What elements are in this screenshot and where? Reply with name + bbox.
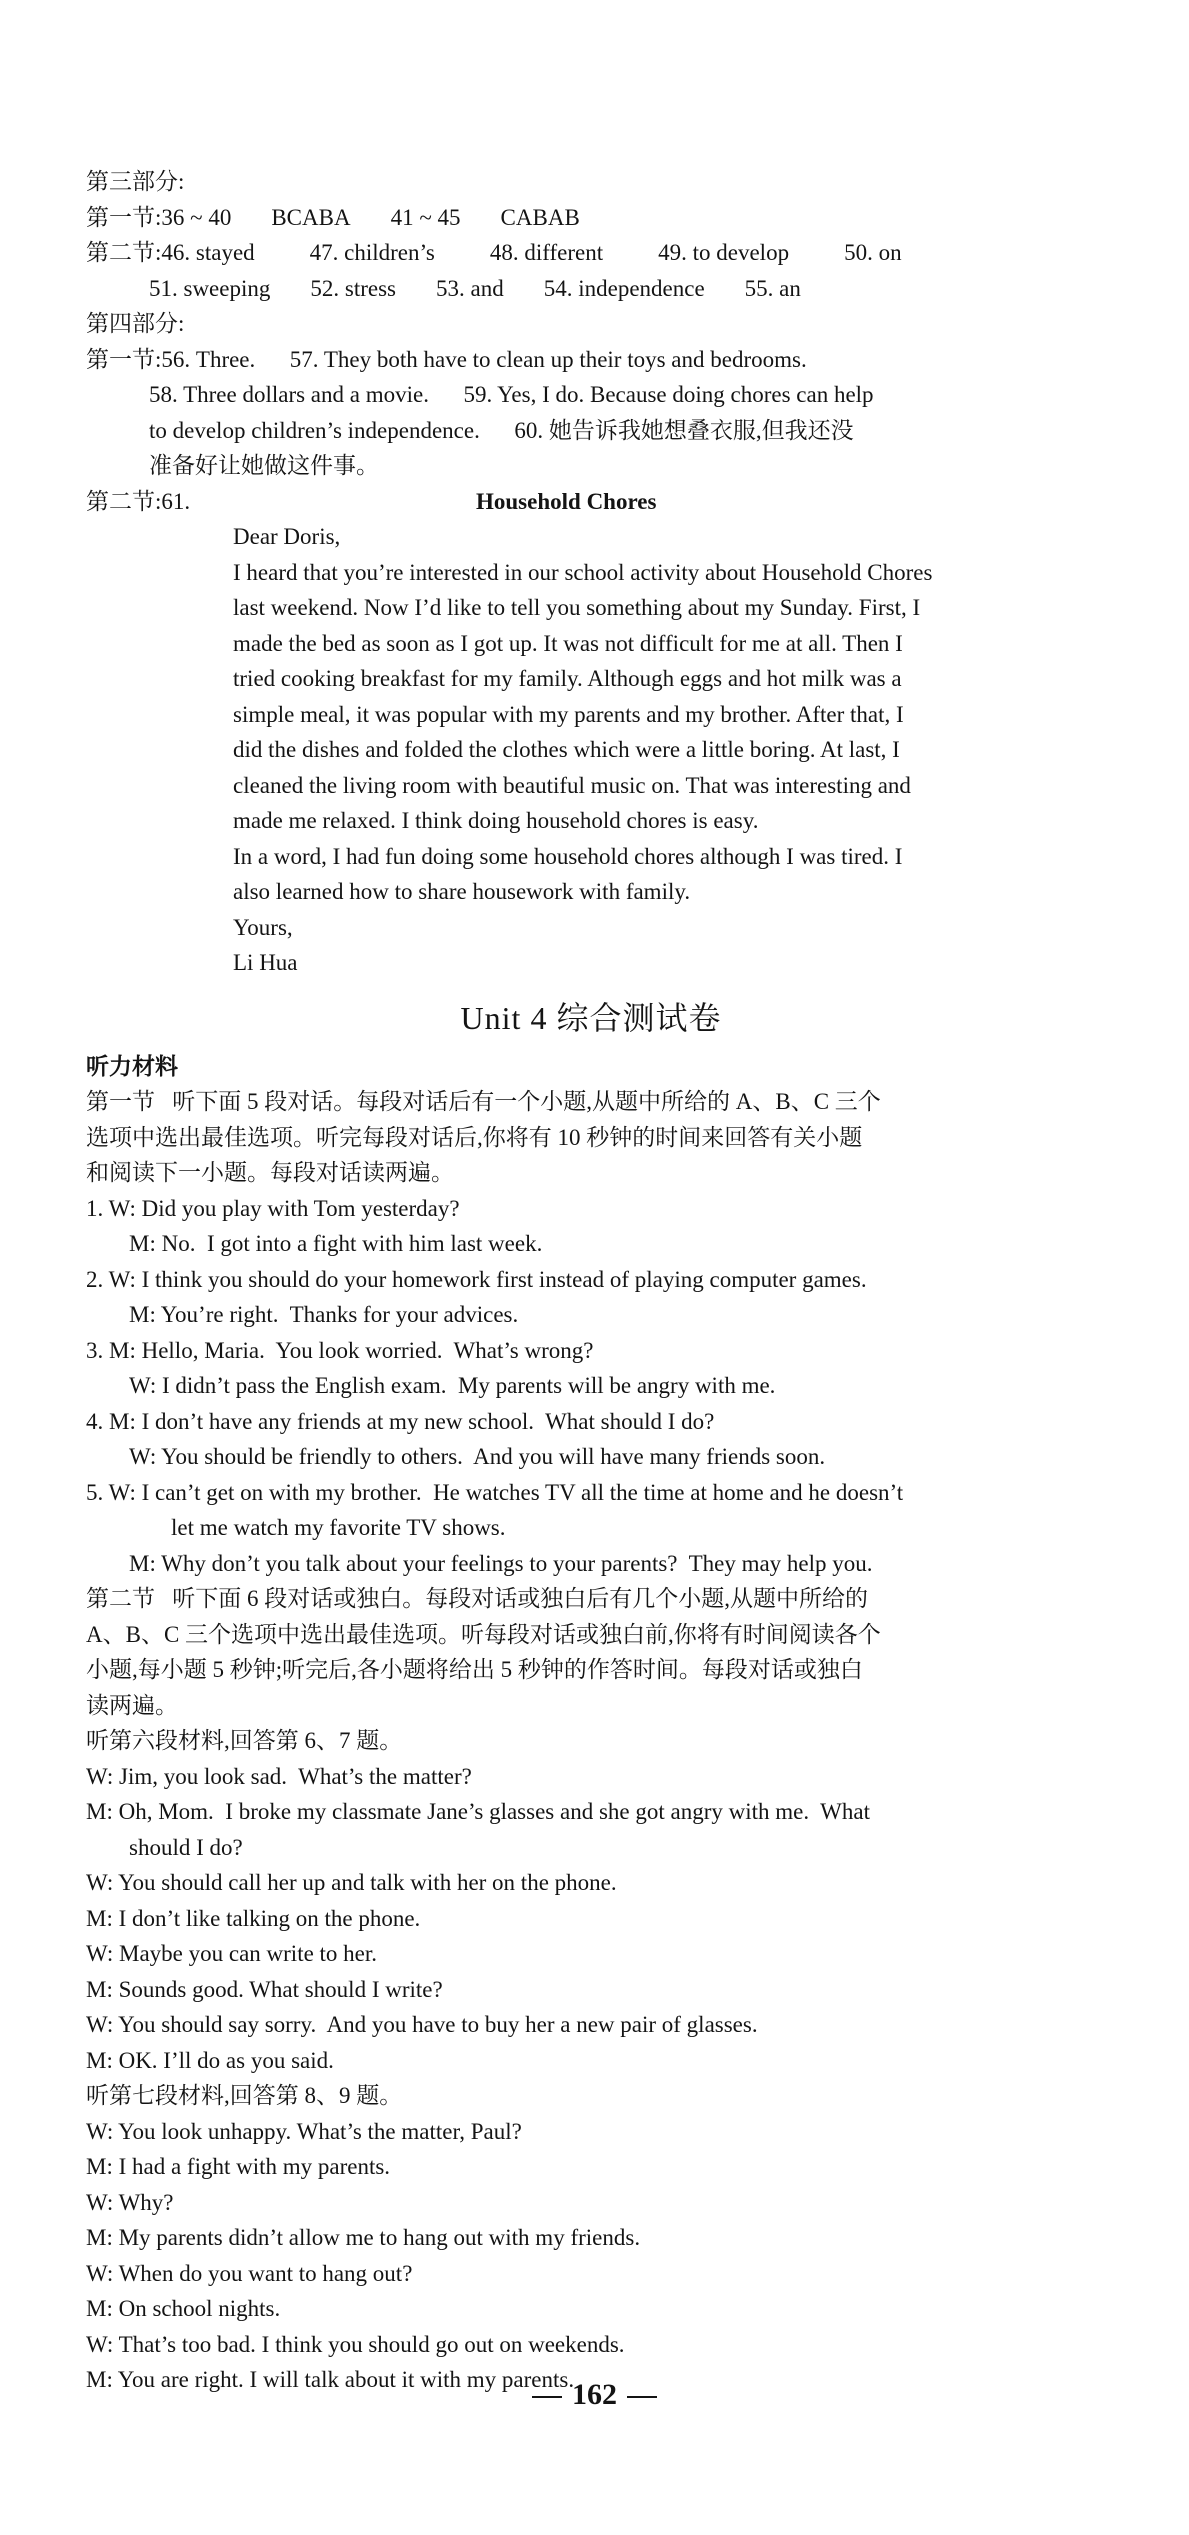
dialogue-line: 3. M: Hello, Maria. You look worried. What’s wrong? bbox=[86, 1337, 594, 1363]
answer-55: 55. an bbox=[744, 275, 801, 301]
part4-answer-text: 56. Three. 57. They both have to clean up their toys and bedrooms. bbox=[161, 346, 807, 372]
dialogue-line: W: I didn’t pass the English exam. My parents will be angry with me. bbox=[129, 1373, 776, 1398]
dialogue-line: M: You’re right. Thanks for your advices. bbox=[129, 1302, 519, 1327]
dialogue-line: M: OK. I’ll do as you said. bbox=[86, 2047, 334, 2073]
dialogue-line: M: No. I got into a fight with him last week. bbox=[129, 1231, 543, 1256]
part3-section2-row2 bbox=[86, 271, 1096, 307]
part4-answer-text: 准备好让她做这件事。 bbox=[149, 453, 379, 478]
part3-range-2: 41 ~ 45 bbox=[390, 204, 461, 230]
dialogue-line: 1. W: Did you play with Tom yesterday? bbox=[86, 1195, 460, 1221]
text6-heading: 听第六段材料,回答第 6、7 题。 bbox=[86, 1728, 403, 1753]
part3-answers-1: BCABA bbox=[271, 204, 351, 230]
dialogue-line: 2. W: I think you should do your homework first instead of playing computer games. bbox=[86, 1266, 867, 1292]
part3-section1-label: 第一节: bbox=[86, 204, 162, 230]
answer-54: 54. independence bbox=[543, 275, 705, 301]
dialogue-line: let me watch my favorite TV shows. bbox=[171, 1515, 506, 1540]
unit-title: Unit 4 综合测试卷 bbox=[460, 999, 722, 1036]
answer-53: 53. and bbox=[436, 275, 504, 301]
part3-section2-label: 第二节: bbox=[86, 240, 162, 265]
listening-section2-instruction: 小题,每小题 5 秒钟;听完后,各小题将给出 5 秒钟的作答时间。每段对话或独白 bbox=[86, 1657, 863, 1682]
part4-section1-line1 bbox=[86, 342, 1096, 378]
answer-49: 49. to develop bbox=[658, 240, 790, 265]
dialogue-line: W: That’s too bad. I think you should go out on weekends. bbox=[86, 2331, 625, 2357]
dialogue-line: W: You should call her up and talk with her on the phone. bbox=[86, 1870, 617, 1895]
essay-line: Dear Doris, bbox=[233, 524, 341, 549]
answer-48: 48. different bbox=[489, 240, 604, 265]
essay-line: simple meal, it was popular with my parents and my brother. After that, I bbox=[233, 701, 904, 727]
part3-heading: 第三部分: bbox=[86, 169, 185, 194]
essay-line: Li Hua bbox=[233, 950, 298, 975]
essay-line: also learned how to share housework with family. bbox=[233, 879, 691, 904]
answer-46: 46. stayed bbox=[161, 240, 255, 265]
part4-section2-label: 第二节:61. bbox=[86, 488, 191, 514]
listening-section1-instruction: 第一节 听下面 5 段对话。每段对话后有一个小题,从题中所给的 A、B、C 三个 bbox=[86, 1089, 881, 1114]
answer-52: 52. stress bbox=[310, 275, 396, 301]
part3-section2-row1 bbox=[86, 235, 1096, 271]
dialogue-line: W: You should be friendly to others. And you will have many friends soon. bbox=[129, 1444, 826, 1469]
dialogue-line: 5. W: I can’t get on with my brother. He watches TV all the time at home and he doesn’t bbox=[86, 1479, 904, 1505]
dialogue-line: W: You should say sorry. And you have to buy her a new pair of glasses. bbox=[86, 2012, 758, 2037]
page-number-value: 162 bbox=[572, 2378, 617, 2411]
answer-51: 51. sweeping bbox=[149, 275, 271, 301]
listening-section2-instruction: 读两遍。 bbox=[86, 1692, 178, 1718]
dialogue-line: W: When do you want to hang out? bbox=[86, 2260, 413, 2286]
dialogue-line: should I do? bbox=[129, 1834, 243, 1860]
part4-heading: 第四部分: bbox=[86, 311, 185, 336]
essay-title: Household Chores bbox=[476, 488, 657, 514]
page-number-dash-right bbox=[627, 2396, 657, 2398]
dialogue-line: M: Sounds good. What should I write? bbox=[86, 1976, 443, 2002]
dialogue-line: M: I had a fight with my parents. bbox=[86, 2154, 391, 2179]
essay-line: tried cooking breakfast for my family. Although eggs and hot milk was a bbox=[233, 666, 902, 691]
dialogue-line: M: Why don’t you talk about your feelings to your parents? They may help you. bbox=[129, 1550, 873, 1576]
essay-line: In a word, I had fun doing some household chores although I was tired. I bbox=[233, 843, 903, 869]
dialogue-line: M: You are right. I will talk about it with my parents. bbox=[86, 2367, 575, 2392]
essay-line: made the bed as soon as I got up. It was not difficult for me at all. Then I bbox=[233, 630, 903, 656]
part4-answer-text: 58. Three dollars and a movie. 59. Yes, I do. Because doing chores can help bbox=[149, 382, 874, 407]
page-number bbox=[0, 2377, 1189, 2413]
part4-section2-header bbox=[86, 484, 1096, 520]
dialogue-line: M: My parents didn’t allow me to hang out with my friends. bbox=[86, 2225, 641, 2250]
dialogue-line: W: Maybe you can write to her. bbox=[86, 1941, 378, 1966]
part3-range-1: 36 ~ 40 bbox=[161, 204, 232, 230]
dialogue-line: W: Jim, you look sad. What’s the matter? bbox=[86, 1763, 472, 1789]
part4-answer-text: to develop children’s independence. 60. 她告诉我她想叠衣服,但我还没 bbox=[149, 417, 854, 443]
listening-section1-instruction: 和阅读下一小题。每段对话读两遍。 bbox=[86, 1160, 454, 1185]
dialogue-line: W: You look unhappy. What’s the matter, Paul? bbox=[86, 2118, 522, 2144]
essay-line: did the dishes and folded the clothes which were a little boring. At last, I bbox=[233, 737, 900, 762]
dialogue-line: W: Why? bbox=[86, 2189, 174, 2215]
answer-47: 47. children’s bbox=[309, 240, 435, 265]
dialogue-line: M: I don’t like talking on the phone. bbox=[86, 1905, 421, 1931]
listening-section2-instruction: 第二节 听下面 6 段对话或独白。每段对话或独白后有几个小题,从题中所给的 bbox=[86, 1586, 868, 1611]
page-number-dash-left bbox=[532, 2396, 562, 2398]
essay-line: I heard that you’re interested in our school activity about Household Chores bbox=[233, 559, 933, 585]
essay-line: cleaned the living room with beautiful music on. That was interesting and bbox=[233, 772, 911, 798]
dialogue-line: 4. M: I don’t have any friends at my new school. What should I do? bbox=[86, 1408, 715, 1434]
part3-section1 bbox=[86, 200, 1096, 236]
dialogue-line: M: Oh, Mom. I broke my classmate Jane’s glasses and she got angry with me. What bbox=[86, 1799, 870, 1824]
dialogue-line: M: On school nights. bbox=[86, 2296, 281, 2321]
answer-page bbox=[86, 164, 1096, 2398]
listening-heading: 听力材料 bbox=[86, 1053, 178, 1079]
essay-line: last weekend. Now I’d like to tell you something about my Sunday. First, I bbox=[233, 595, 921, 620]
listening-section2-instruction: A、B、C 三个选项中选出最佳选项。听每段对话或独白前,你将有时间阅读各个 bbox=[86, 1621, 881, 1647]
essay-line: Yours, bbox=[233, 914, 293, 940]
answer-50: 50. on bbox=[844, 240, 902, 265]
essay-line: made me relaxed. I think doing household chores is easy. bbox=[233, 808, 759, 833]
part3-answers-2: CABAB bbox=[500, 204, 580, 230]
essay-body bbox=[86, 519, 1096, 981]
part4-section1-label: 第一节: bbox=[86, 346, 162, 372]
text7-heading: 听第七段材料,回答第 8、9 题。 bbox=[86, 2083, 403, 2108]
listening-section1-instruction: 选项中选出最佳选项。听完每段对话后,你将有 10 秒钟的时间来回答有关小题 bbox=[86, 1124, 863, 1150]
